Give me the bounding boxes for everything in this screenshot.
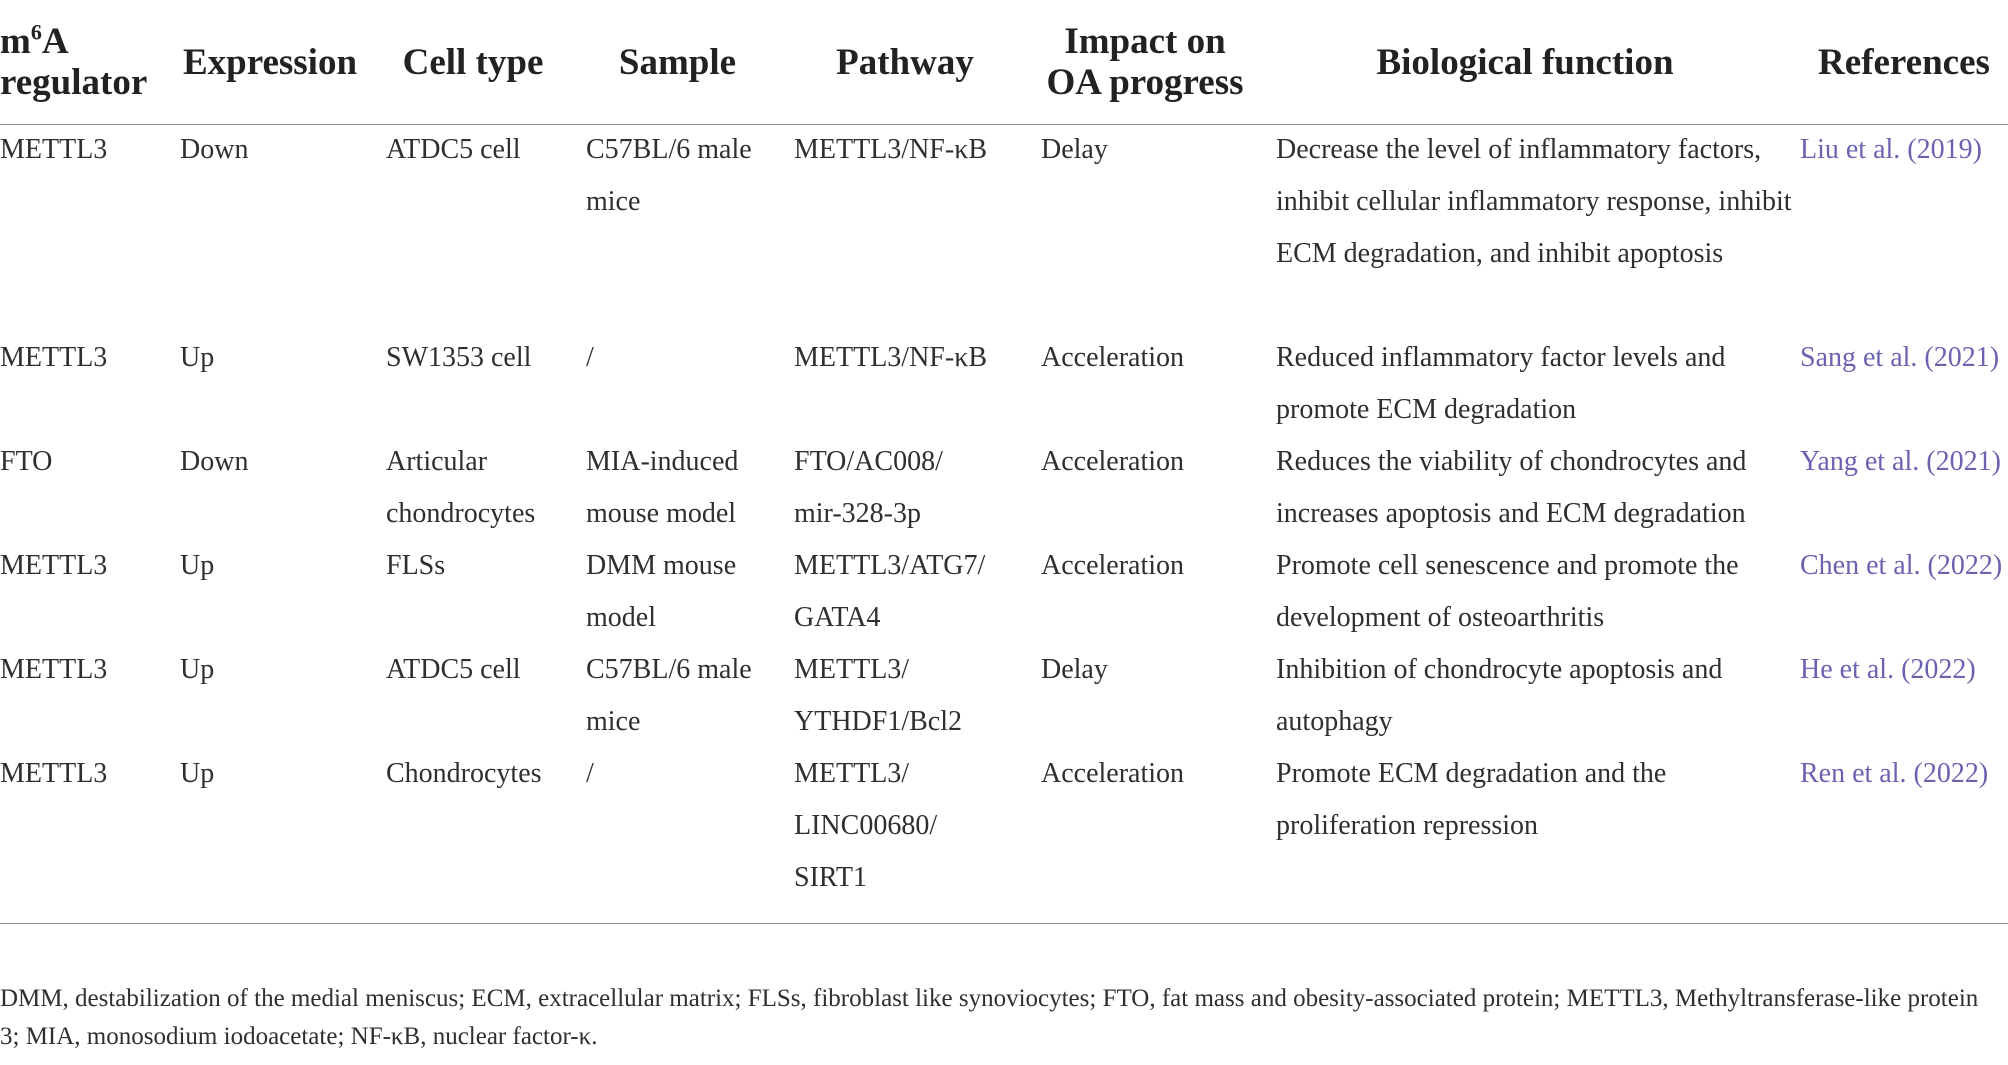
cell-sample: MIA-induced mouse model	[586, 446, 739, 529]
cell-impact: Delay	[1041, 654, 1108, 685]
cell-pathway: METTL3/ LINC00680/ SIRT1	[794, 758, 938, 893]
cell-cell-type: Chondrocytes	[386, 758, 542, 789]
cell-regulator: METTL3	[0, 654, 108, 685]
cell-pathway: METTL3/ YTHDF1/Bcl2	[794, 654, 962, 737]
header-references: References	[1818, 41, 1990, 83]
cell-expression: Down	[180, 134, 249, 165]
cell-impact: Delay	[1041, 134, 1108, 165]
cell-cell-type: SW1353 cell	[386, 342, 532, 373]
header-sample: Sample	[618, 41, 737, 83]
header-regulator-line2: regulator	[0, 62, 148, 103]
cell-pathway: METTL3/NF-κB	[794, 342, 987, 373]
cell-function: Inhibition of chondrocyte apoptosis and autophagy	[1276, 654, 1723, 737]
cell-expression: Up	[180, 342, 215, 373]
cell-regulator: FTO	[0, 446, 53, 477]
header-regulator-m: m	[0, 21, 31, 62]
header-pathway: Pathway	[836, 41, 974, 83]
header-regulator-a: A	[41, 21, 69, 62]
cell-regulator: METTL3	[0, 134, 108, 165]
header-function: Biological function	[1376, 41, 1674, 83]
cell-pathway: METTL3/ATG7/ GATA4	[794, 550, 986, 633]
cell-function: Promote ECM degradation and the proliferation repression	[1276, 758, 1667, 841]
cell-function: Reduced inflammatory factor levels and promote ECM degradation	[1276, 342, 1726, 425]
cell-impact: Acceleration	[1041, 758, 1185, 789]
cell-sample: C57BL/6 male mice	[586, 134, 752, 217]
header-regulator-superscript: 6	[30, 19, 42, 45]
cell-sample: /	[586, 342, 594, 373]
cell-cell-type: FLSs	[386, 550, 446, 581]
cell-expression: Up	[180, 654, 215, 685]
cell-sample: DMM mouse model	[586, 550, 737, 633]
cell-pathway: METTL3/NF-κB	[794, 134, 987, 165]
cell-function: Reduces the viability of chondrocytes and increases apoptosis and ECM degradation	[1276, 446, 1747, 529]
cell-impact: Acceleration	[1041, 446, 1185, 477]
cell-function: Promote cell senescence and promote the development of osteoarthritis	[1276, 550, 1739, 633]
cell-cell-type: ATDC5 cell	[386, 654, 521, 685]
table-footnote: DMM, destabilization of the medial meniscus; ECM, extracellular matrix; FLSs, fibroblast like synoviocytes; FTO, fat mass and obesity-associated protein; METTL3, Methyltransferase-like protein 3; MIA, monosodium iodoacetate; NF-κB, nuclear factor-κ.	[0, 985, 1979, 1050]
cell-cell-type: ATDC5 cell	[386, 134, 521, 165]
reference-link[interactable]: Liu et al. (2019)	[1800, 134, 1982, 165]
cell-pathway: FTO/AC008/ mir-328-3p	[794, 446, 943, 529]
header-impact: Impact on OA progress	[1046, 21, 1244, 103]
cell-sample: C57BL/6 male mice	[586, 654, 752, 737]
cell-expression: Up	[180, 758, 215, 789]
cell-expression: Up	[180, 550, 215, 581]
cell-cell-type: Articular chondrocytes	[386, 446, 536, 529]
cell-sample: /	[586, 758, 594, 789]
header-regulator	[0, 0, 170, 124]
cell-function: Decrease the level of inflammatory factors, inhibit cellular inflammatory response, inhibit ECM degradation, and inhibit apoptosis	[1276, 134, 1792, 269]
reference-link[interactable]: Sang et al. (2021)	[1800, 342, 2000, 373]
cell-regulator: METTL3	[0, 758, 108, 789]
reference-link[interactable]: He et al. (2022)	[1800, 654, 1976, 685]
table-bottom-rule	[0, 923, 2008, 924]
cell-expression: Down	[180, 446, 249, 477]
header-cell-type: Cell type	[402, 41, 544, 83]
cell-regulator: METTL3	[0, 550, 108, 581]
header-expression: Expression	[182, 41, 358, 83]
cell-regulator: METTL3	[0, 342, 108, 373]
table-header	[0, 0, 2008, 124]
cell-impact: Acceleration	[1041, 342, 1185, 373]
reference-link[interactable]: Yang et al. (2021)	[1800, 446, 2001, 477]
cell-impact: Acceleration	[1041, 550, 1185, 581]
reference-link[interactable]: Ren et al. (2022)	[1800, 758, 1989, 789]
reference-link[interactable]: Chen et al. (2022)	[1800, 550, 2003, 581]
